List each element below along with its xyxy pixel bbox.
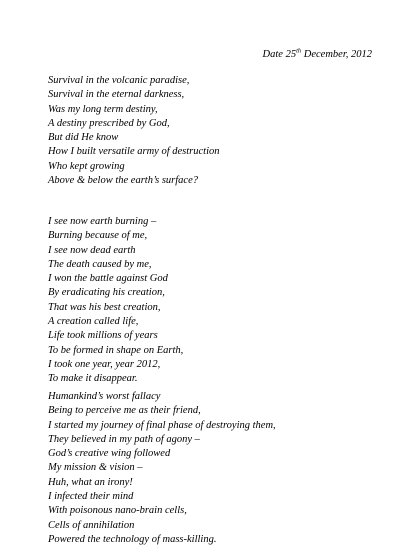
poem-line: I took one year, year 2012, [48,358,161,370]
poem-line: A destiny prescribed by God, [48,117,170,129]
poem-line: Survival in the volcanic paradise, [48,75,190,86]
poem-line: But did He know [48,132,119,144]
poem-line: The death caused by me, [48,258,152,270]
poem-line: Burning because of me, [48,230,148,242]
poem-line: They believed in my path of agony – [48,433,200,445]
poem-stanza-2 [48,215,183,387]
poem-line: By eradicating his creation, [48,287,165,299]
poem-line: I won the battle against God [48,273,168,285]
poem-line: Who kept growing [48,160,125,172]
poem-line: God’s creative wing followed [48,448,171,460]
poem-line: My mission & vision – [48,462,143,474]
poem-line: With poisonous nano-brain cells, [48,505,187,517]
poem-line: I see now earth burning – [48,216,157,227]
poem-line: Being to perceive me as their friend, [48,405,201,417]
poem-line: Above & below the earth’s surface? [48,175,198,187]
poem-line: I infected their mind [48,491,134,503]
poem-line: Survival in the eternal darkness, [48,89,185,101]
date-month-year: December, 2012 [301,49,372,60]
poem-line: To make it disappear. [48,373,138,385]
poem-line: Cells of annihilation [48,519,135,531]
poem-stanza-1 [48,74,219,188]
poem-line: That was his best creation, [48,301,161,313]
poem-line: Huh, what an irony! [48,476,133,488]
poem-line: I see now dead earth [48,244,136,256]
poem-line: Powered the technology of mass-killing. [48,533,217,545]
poem-line: Was my long term destiny, [48,103,158,115]
date-ordinal-suffix: th [296,47,302,55]
poem-line: I started my journey of final phase of destroying them, [48,419,276,431]
poem-line: Humankind’s worst fallacy [48,391,161,402]
date-prefix: Date 25 [262,49,297,60]
poem-line: To be formed in shape on Earth, [48,344,184,356]
poem-line: A creation called life, [48,316,139,328]
poem-line: Life took millions of years [48,330,158,342]
poem-line: How I built versatile army of destruction [48,146,220,158]
poem-stanza-3 [48,390,276,547]
date-line [263,49,372,60]
